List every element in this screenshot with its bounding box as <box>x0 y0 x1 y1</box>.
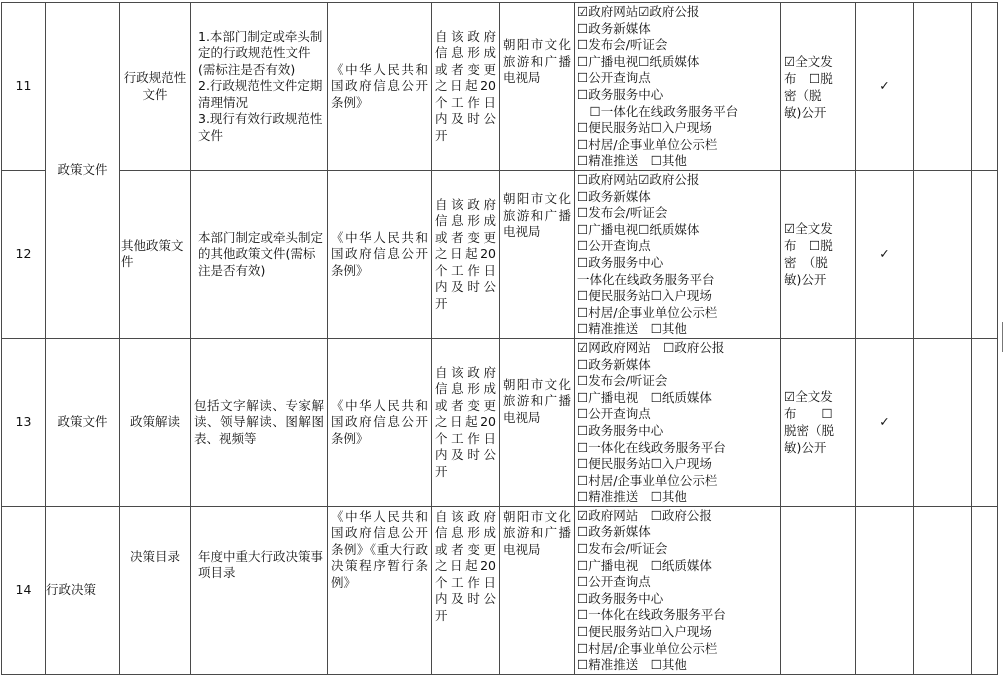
channel-line: ☐政务服务中心 <box>577 590 664 606</box>
scope-cell <box>781 171 856 339</box>
channel-line: ☐村居/企事业单位公示栏 <box>577 640 718 656</box>
active-disclosure-check: ✓ <box>856 338 914 506</box>
blank-cell <box>972 3 998 171</box>
active-disclosure-check: ✓ <box>856 171 914 339</box>
table-row <box>2 171 998 339</box>
channel-line: ☐政务新媒体 <box>577 524 651 540</box>
channel-line: 一体化在线政务服务平台 <box>577 271 715 287</box>
content-cell <box>191 3 328 171</box>
channel-line: ☐发布会/听证会 <box>577 373 668 389</box>
row-number: 12 <box>2 171 46 339</box>
time-cell: 自该政府信息形成或者变更之日起20个工作日内及时公开 <box>432 338 500 506</box>
channel-line: ☐一体化在线政务服务平台 <box>577 103 739 119</box>
table-row <box>2 338 998 506</box>
channel-line: ☐一体化在线政务服务平台 <box>577 439 726 455</box>
blank-cell <box>972 506 998 674</box>
subcategory-cell: 政策解读 <box>120 338 191 506</box>
channel-line: ☐发布会/听证会 <box>577 541 668 557</box>
channel-line: ☐广播电视☐纸质媒体 <box>577 221 700 237</box>
scope-line: 密 （脱 <box>784 255 828 271</box>
channel-line: ☐广播电视 ☐纸质媒体 <box>577 389 712 405</box>
request-disclosure-cell <box>914 3 972 171</box>
basis-cell: 《中华人民共和国政府信息公开条例》 <box>328 338 432 506</box>
content-item: 年度中重大行政决策事项目录 <box>198 548 324 581</box>
scope-cell <box>781 506 856 674</box>
blank-cell <box>972 338 998 506</box>
subject-cell: 朝阳市文化旅游和广播电视局 <box>500 3 575 171</box>
channel-line: ☐政务新媒体 <box>577 356 651 372</box>
channel-line: ☐便民服务站☐入户现场 <box>577 456 712 472</box>
subject-cell: 朝阳市文化旅游和广播电视局 <box>500 338 575 506</box>
channel-line: ☐政务新媒体 <box>577 188 651 204</box>
basis-cell: 《中华人民共和国政府信息公开条例》 <box>328 171 432 339</box>
category-cell: 行政决策 <box>46 506 120 674</box>
channel-line: ☐精准推送 ☐其他 <box>577 153 687 169</box>
blank-cell <box>972 171 998 339</box>
content-item: 1.本部门制定或牵头制定的行政规范性文件(需标注是否有效) <box>198 28 323 77</box>
channel-line: ☐便民服务站☐入户现场 <box>577 624 712 640</box>
subcategory-cell: 行政规范性文件 <box>120 3 191 171</box>
channels-cell <box>575 338 781 506</box>
table-row <box>2 506 998 674</box>
content-item: 2.行政规范性文件定期清理情况 <box>198 78 323 110</box>
channel-line: ☐便民服务站☐入户现场 <box>577 288 712 304</box>
request-disclosure-cell <box>914 506 972 674</box>
scope-line: 敏)公开 <box>784 440 827 456</box>
channel-line: ☐政务服务中心 <box>577 254 664 270</box>
active-disclosure-check: ✓ <box>856 3 914 171</box>
channels-cell <box>575 171 781 339</box>
subject-cell: 朝阳市文化旅游和广播电视局 <box>500 506 575 674</box>
scope-line: ☑全文发 <box>784 389 833 405</box>
channel-line: ☐政府网站☑政府公报 <box>577 172 700 187</box>
basis-cell: 《中华人民共和国政府信息公开条例》 <box>328 3 432 171</box>
scope-line: 敏)公开 <box>784 272 827 288</box>
scope-line: 密（脱 <box>784 87 822 103</box>
channel-line: ☑网政府网站 ☐政府公报 <box>577 339 725 355</box>
time-cell: 自该政府信息形成或者变更之日起20个工作日内及时公开 <box>432 3 500 171</box>
active-disclosure-check <box>856 506 914 674</box>
content-item: 包括文字解读、专家解读、领导解读、图解图表、视频等 <box>194 397 324 446</box>
channel-line: ☐公开查询点 <box>577 406 651 422</box>
scope-line: 敏)公开 <box>784 104 827 120</box>
channel-line: ☐精准推送 ☐其他 <box>577 489 687 505</box>
content-item: 本部门制定或牵头制定的其他政策文件(需标注是否有效) <box>198 229 324 278</box>
channel-line: ☐便民服务站☐入户现场 <box>577 120 712 136</box>
channel-line: ☐村居/企事业单位公示栏 <box>577 136 718 152</box>
subcategory-cell: 决策目录 <box>120 506 191 674</box>
channel-line: ☐公开查询点 <box>577 238 651 254</box>
category-cell: 政策文件 <box>46 338 120 506</box>
scope-line: ☑全文发 <box>784 53 833 69</box>
channel-line: ☑政府网站☑政府公报 <box>577 4 700 19</box>
time-cell: 自该政府信息形成或者变更之日起20个工作日内及时公开 <box>432 506 500 674</box>
time-cell: 自该政府信息形成或者变更之日起20个工作日内及时公开 <box>432 171 500 339</box>
scope-line: 脱密（脱 <box>784 423 835 439</box>
basis-cell: 《中华人民共和国政府信息公开条例》《重大行政决策程序暂行条例》 <box>328 506 432 674</box>
subject-cell: 朝阳市文化旅游和广播电视局 <box>500 171 575 339</box>
channels-cell <box>575 506 781 674</box>
channel-line: ☐发布会/听证会 <box>577 37 668 53</box>
scope-line: 布 ☐脱 <box>784 70 833 86</box>
channel-line: ☐精准推送 ☐其他 <box>577 657 687 673</box>
channel-line: ☑政府网站 ☐政府公报 <box>577 507 712 523</box>
channels-cell <box>575 3 781 171</box>
channel-line: ☐村居/企事业单位公示栏 <box>577 472 718 488</box>
subcategory-cell: 其他政策文件 <box>120 171 191 339</box>
scope-cell <box>781 3 856 171</box>
channel-line: ☐一体化在线政务服务平台 <box>577 607 726 623</box>
channel-line: ☐发布会/听证会 <box>577 205 668 221</box>
channel-line: ☐精准推送 ☐其他 <box>577 321 687 337</box>
channel-line: ☐广播电视☐纸质媒体 <box>577 53 700 69</box>
scope-line: 布 ☐ <box>784 406 833 422</box>
category-cell: 政策文件 <box>46 3 120 339</box>
content-cell <box>191 506 328 674</box>
request-disclosure-cell <box>914 338 972 506</box>
row-number: 14 <box>2 506 46 674</box>
channel-line: ☐广播电视 ☐纸质媒体 <box>577 557 712 573</box>
channel-line: ☐政务服务中心 <box>577 422 664 438</box>
channel-line: ☐公开查询点 <box>577 70 651 86</box>
row-number: 11 <box>2 3 46 171</box>
table-row <box>2 3 998 171</box>
request-disclosure-cell <box>914 171 972 339</box>
channel-line: ☐村居/企事业单位公示栏 <box>577 304 718 320</box>
content-cell <box>191 338 328 506</box>
channel-line: ☐公开查询点 <box>577 574 651 590</box>
channel-line: ☐政务新媒体 <box>577 20 651 36</box>
scope-line: ☑全文发 <box>784 221 833 237</box>
scope-cell <box>781 338 856 506</box>
row-number: 13 <box>2 338 46 506</box>
content-item: 3.现行有效行政规范性文件 <box>198 111 323 143</box>
scope-line: 布 ☐脱 <box>784 238 833 254</box>
disclosure-table <box>1 2 998 675</box>
channel-line: ☐政务服务中心 <box>577 86 664 102</box>
content-cell <box>191 171 328 339</box>
